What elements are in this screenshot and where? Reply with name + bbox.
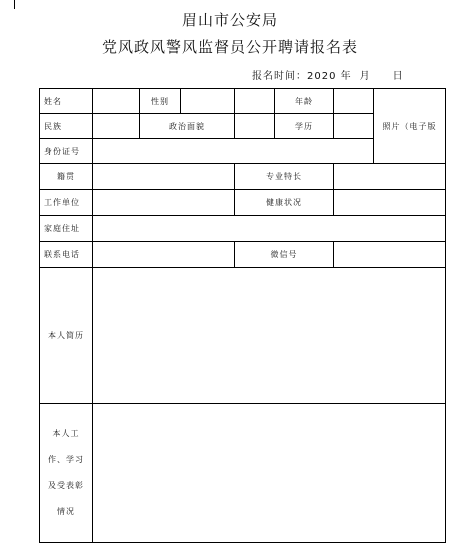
wechat-field[interactable]: [334, 242, 446, 268]
ethnicity-field[interactable]: [93, 114, 140, 139]
specialty-field[interactable]: [334, 164, 446, 190]
home-address-label: 家庭住址: [40, 216, 93, 242]
work-unit-field[interactable]: [93, 190, 235, 216]
health-label: 健康状况: [235, 190, 334, 216]
gender-label: 性别: [140, 89, 181, 114]
specialty-label: 专业特长: [235, 164, 334, 190]
education-field[interactable]: [334, 114, 374, 139]
day-label: 日: [392, 71, 404, 82]
experience-label-line: 情况: [57, 507, 75, 516]
registration-date-label: 报名时间：2020 年: [252, 71, 352, 82]
wechat-label: 微信号: [235, 242, 334, 268]
organization-name: 眉山市公安局: [181, 11, 278, 29]
gender-field[interactable]: [181, 89, 235, 114]
resume-field[interactable]: [93, 268, 446, 404]
phone-label: 联系电话: [40, 242, 93, 268]
form-title: 党风政风警风监督员公开聘请报名表: [101, 38, 358, 56]
id-number-label: 身份证号: [40, 139, 93, 164]
native-place-label: 籍贯: [40, 164, 93, 190]
experience-field[interactable]: [93, 404, 446, 543]
home-address-field[interactable]: [93, 216, 446, 242]
photo-area[interactable]: 照片（电子版: [374, 89, 446, 164]
experience-label-line: 作、学习: [48, 455, 84, 464]
native-place-field[interactable]: [93, 164, 235, 190]
registration-table: [39, 88, 446, 543]
name-label: 姓名: [40, 89, 93, 114]
phone-field[interactable]: [93, 242, 235, 268]
registration-date-line: [252, 67, 404, 82]
education-label: 学历: [275, 114, 334, 139]
experience-label-line: 本人工: [52, 429, 80, 438]
ethnicity-label: 民族: [40, 114, 93, 139]
name-field[interactable]: [93, 89, 140, 114]
experience-label-line: 及受表彰: [48, 481, 84, 490]
work-unit-label: 工作单位: [40, 190, 93, 216]
experience-label: [40, 404, 93, 543]
gender-field-extra[interactable]: [235, 89, 275, 114]
resume-label: 本人简历: [40, 268, 93, 404]
age-label: 年龄: [275, 89, 334, 114]
political-status-field[interactable]: [235, 114, 275, 139]
health-field[interactable]: [334, 190, 446, 216]
political-status-label: 政治面貌: [140, 114, 235, 139]
id-number-field[interactable]: [93, 139, 374, 164]
crop-mark: [14, 0, 15, 9]
month-label: 月: [359, 71, 371, 82]
age-field[interactable]: [334, 89, 374, 114]
